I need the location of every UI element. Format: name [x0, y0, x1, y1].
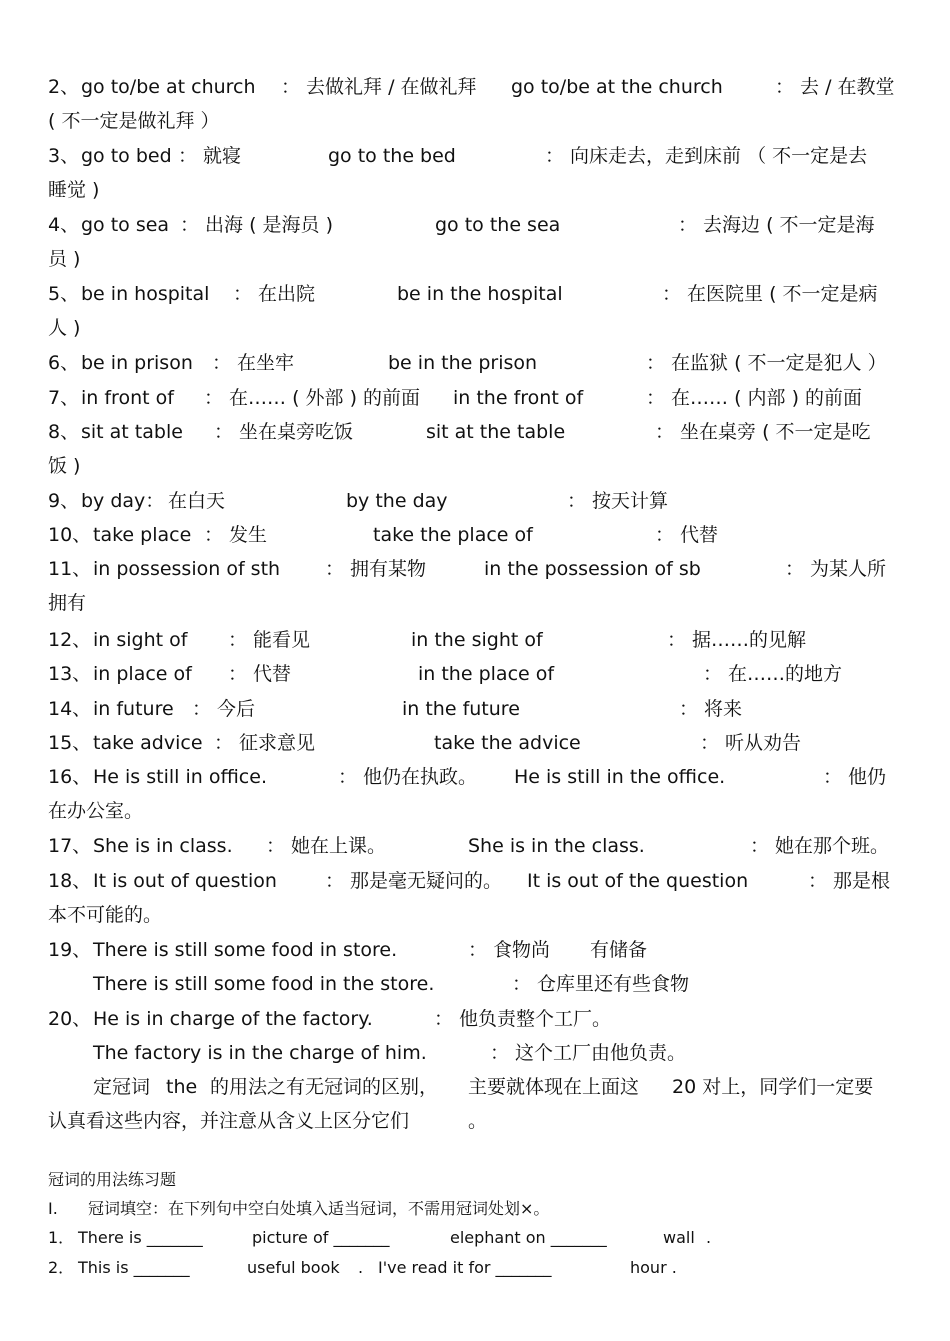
entry-meaning-with-article: ： 听从劝告 [700, 732, 802, 754]
entry-line-continuation: ( 不一定是做礼拜 ） [48, 110, 220, 132]
entry-number: 20、 [48, 1008, 92, 1030]
entry-phrase-with-article: go to the bed [328, 145, 456, 167]
entry-number: 16、 [48, 766, 92, 788]
entry-phrase-without-article: go to bed [81, 145, 172, 167]
entry-number: 5、 [48, 283, 80, 305]
entry-phrase-with-article: by the day [346, 490, 448, 512]
entry-phrase-with-article: The factory is in the charge of him. [93, 1042, 427, 1064]
entry-phrase-with-article: take the place of [373, 524, 533, 546]
entry-meaning-with-article: ： 这个工厂由他负责。 [490, 1042, 687, 1064]
entry-number: 2、 [48, 76, 80, 98]
entry-phrase-with-article: take the advice [434, 732, 581, 754]
entry-meaning-with-article: ： 那是根 [808, 870, 891, 892]
entry-phrase-without-article: She is in class. [93, 835, 233, 857]
entry-phrase-with-article: She is in the class. [468, 835, 645, 857]
entry-phrase-without-article: go to/be at church [81, 76, 256, 98]
entry-meaning-without-article: ： 代替 [228, 663, 292, 685]
entry-number: 6、 [48, 352, 80, 374]
entry-phrase-with-article: in the possession of sb [484, 558, 701, 580]
entry-line-continuation: 饭 ) [48, 455, 81, 477]
entry-number: 11、 [48, 558, 92, 580]
document-page: 2、 go to/be at church ： 去做礼拜 / 在做礼拜 go to/be at the church ： 去 / 在教堂 ( 不一定是做礼拜 ） 3、 go to bed ： 就寝 go to the bed ： 向床走去，走到床前 （ 不一定是去 睡觉 ) 4、 go to sea ： 出海 ( 是海员 ) go to the sea ： 去海边 ( 不一定是海 员 ) 5、 be in hospital ： 在出院 be in the hospital ： 在医院里 ( 不一定是病 人 ) 6、 be in prison ： 在坐牢 be in the prison ： 在监狱 ( 不一定是犯人 ） 7、 in front of ： 在…… ( 外部 ) 的前面 in the front of ： 在…… ( 内部 ) 的前面 8、 sit at table ： 坐在桌旁吃饭 sit at the table ： 坐在桌旁 ( 不一定是吃 饭 ) 9、 by day： 在白天 by the day ： 按天计算 10、 take place ： 发生 take the place of ： 代替 11、 in possession of sth ： 拥有某物 in the possession of sb ： 为某人所 拥有 12、 in sight of ： 能看见 in the sight of ： 据……的见解 13、 in place of ： 代替 in the place of ： 在……的地方 14、 in future ： 今后 in the future ： 将来 15、 take advice ： 征求意见 take the advice ： 听从劝告 16、 He is still in office. ： 他仍在执政。 He is still in the office. ： 他仍 在办公室。 17、 She is in class. ： 她在上课。 She is in the class. ： 她在那个班。 18、 It is out of question ： 那是毫无疑问的。 It is out of the question ： 那是根 本不可能的。 19、 There is still some food in store. ： 食物尚 有储备 There is still some food in the store. ： 仓库里还有些食物 20、 He is in charge of the factory. ： 他负责整个工厂。 The factory is in the charge of him. ： 这个工厂由他负责。 定冠词 the 的用法之有无冠词的区别， 主要就体现在上面这 20 对上，同学们一定要 认真看这些内容，并注意从含义上区分它们 。 冠词的用法练习题 I. 冠词填空：在下列句中空白处填入适当冠词，不需用冠词处划×。 1． There is _______ picture of _______ elephant on _______ wall . 2． This is _______ useful book . I've read it for _______ hour . [48, 76, 895, 1277]
entry-phrase-without-article: in place of [93, 663, 192, 685]
exercise-title: 冠词的用法练习题 [48, 1170, 177, 1189]
entry-meaning-with-article: ： 去 / 在教堂 [775, 76, 895, 98]
entry-phrase-without-article: in future [93, 698, 174, 720]
entry-meaning-with-article: ： 向床走去，走到床前 （ 不一定是去 [545, 145, 868, 167]
entry-phrase-with-article: It is out of the question [527, 870, 749, 892]
entry-meaning-with-article: ： 按天计算 [567, 490, 669, 512]
entry-phrase-without-article: take place [93, 524, 192, 546]
entry-line-continuation: 人 ) [48, 317, 81, 339]
entry-phrase-with-article: go to the sea [435, 214, 561, 236]
entry-number: 3、 [48, 145, 80, 167]
entry-meaning-with-article: ： 为某人所 [785, 558, 887, 580]
entry-meaning-without-article: ： 坐在桌旁吃饭 [214, 421, 354, 443]
entry-phrase-without-article: in sight of [93, 629, 188, 651]
entry-number: 7、 [48, 387, 80, 409]
entry-meaning-with-article: ： 在……的地方 [703, 663, 843, 685]
entry-phrase-without-article: It is out of question [93, 870, 277, 892]
entry-line-continuation: 本不可能的。 [48, 904, 163, 926]
entry-meaning-without-article: ： 他负责整个工厂。 [434, 1008, 612, 1030]
entry-meaning-without-article: ： 在出院 [233, 283, 316, 305]
entry-meaning-without-article: ： 在…… ( 外部 ) 的前面 [204, 387, 421, 409]
entry-meaning-without-article: ： 她在上课。 [266, 835, 387, 857]
entry-meaning-without-article: ： 去做礼拜 / 在做礼拜 [281, 76, 477, 98]
entry-line-continuation: 员 ) [48, 248, 81, 270]
entry-phrase-without-article: in front of [81, 387, 174, 409]
entry-phrase-without-article: sit at table [81, 421, 183, 443]
entry-number: 9、 [48, 490, 80, 512]
entry-number: 15、 [48, 732, 92, 754]
entry-phrase-with-article: in the front of [453, 387, 584, 409]
entry-meaning-without-article: ： 他仍在执政。 [338, 766, 478, 788]
entry-phrase-without-article: He is in charge of the factory. [93, 1008, 373, 1030]
entry-meaning-without-article: ： 拥有某物 [325, 558, 427, 580]
entry-phrase-without-article: take advice [93, 732, 203, 754]
entry-number: 19、 [48, 939, 92, 961]
entry-phrase-without-article: in possession of sth [93, 558, 281, 580]
entry-phrase-without-article: There is still some food in store. [93, 939, 398, 961]
entry-meaning-without-article: ： 就寝 [178, 145, 242, 167]
entry-number: 8、 [48, 421, 80, 443]
entry-meaning-with-article: ： 他仍 [823, 766, 887, 788]
entry-number: 18、 [48, 870, 92, 892]
entry-phrase-with-article: go to/be at the church [511, 76, 723, 98]
entry-phrase-without-article: He is still in office. [93, 766, 267, 788]
exercise-instruction: 冠词填空：在下列句中空白处填入适当冠词，不需用冠词处划×。 [88, 1199, 550, 1218]
entry-meaning-with-article: ： 在…… ( 内部 ) 的前面 [646, 387, 863, 409]
entry-line-continuation: 在办公室。 [48, 800, 144, 822]
entry-line-continuation: 睡觉 ) [48, 179, 100, 201]
entry-phrase-with-article: be in the prison [388, 352, 538, 374]
entry-meaning-without-article: ： 食物尚 [468, 939, 551, 961]
entry-phrase-without-article: be in hospital [81, 283, 210, 305]
entry-phrase-without-article: by day： [81, 490, 165, 512]
entry-phrase-without-article: go to sea [81, 214, 170, 236]
entry-phrase-with-article: sit at the table [426, 421, 566, 443]
entry-phrase-with-article: in the future [402, 698, 520, 720]
entry-meaning-without-article: ： 那是毫无疑问的。 [325, 870, 503, 892]
entry-meaning-with-article: ： 代替 [655, 524, 719, 546]
entry-meaning-without-article: ： 征求意见 [214, 732, 316, 754]
entry-phrase-with-article: He is still in the office. [514, 766, 726, 788]
entry-meaning-with-article: ： 她在那个班。 [750, 835, 890, 857]
entry-phrase-with-article: be in the hospital [397, 283, 563, 305]
entry-number: 14、 [48, 698, 92, 720]
entry-number: 4、 [48, 214, 80, 236]
entry-meaning-with-article: ： 坐在桌旁 ( 不一定是吃 [655, 421, 871, 443]
entry-meaning-without-article: ： 在坐牢 [212, 352, 295, 374]
entry-phrase-with-article: There is still some food in the store. [93, 973, 435, 995]
entry-meaning-without-article: 在白天 [168, 490, 226, 512]
entry-number: 13、 [48, 663, 92, 685]
entry-meaning-without-article: ： 发生 [204, 524, 268, 546]
entry-number: 10、 [48, 524, 92, 546]
entry-line-continuation: 拥有 [48, 592, 87, 614]
entry-meaning-with-article: ： 将来 [679, 698, 743, 720]
entry-meaning-without-article: ： 今后 [192, 698, 256, 720]
entry-phrase-with-article: in the sight of [411, 629, 543, 651]
entry-meaning-with-article: ： 在监狱 ( 不一定是犯人 ） [646, 352, 887, 374]
entry-meaning-with-article: ： 据……的见解 [667, 629, 807, 651]
entry-phrase-with-article: in the place of [418, 663, 555, 685]
entry-meaning-without-article: ： 能看见 [228, 629, 311, 651]
entry-meaning-with-article: ： 在医院里 ( 不一定是病 [662, 283, 878, 305]
entry-number: 12、 [48, 629, 92, 651]
entry-meaning-with-article: ： 去海边 ( 不一定是海 [678, 214, 875, 236]
section-number: I. [48, 1199, 58, 1218]
entry-meaning-without-article: ： 出海 ( 是海员 ) [180, 214, 333, 236]
entry-meaning-with-article: ： 仓库里还有些食物 [512, 973, 690, 995]
entry-phrase-without-article: be in prison [81, 352, 193, 374]
entry-meaning-continued: 有储备 [590, 939, 648, 961]
entry-number: 17、 [48, 835, 92, 857]
